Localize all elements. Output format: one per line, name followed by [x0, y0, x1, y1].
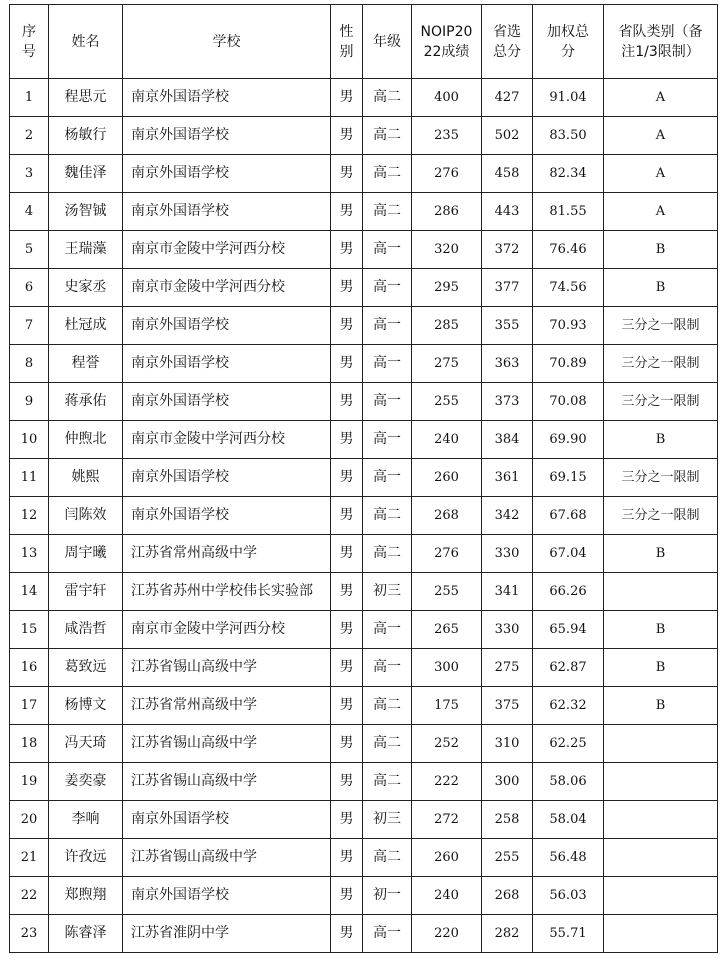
cell-noip-score: 320: [412, 231, 482, 269]
table-row: [10, 801, 718, 839]
cell-weighted-score: 82.34: [533, 155, 604, 193]
cell-name: 程誉: [49, 345, 123, 383]
cell-name: 李响: [49, 801, 123, 839]
cell-name: 蒋承佑: [49, 383, 123, 421]
cell-weighted-score: 58.06: [533, 763, 604, 801]
cell-weighted-score: 58.04: [533, 801, 604, 839]
table-row: [10, 725, 718, 763]
cell-name: 冯天琦: [49, 725, 123, 763]
cell-name: 陈睿泽: [49, 915, 123, 953]
cell-noip-score: 286: [412, 193, 482, 231]
cell-team-category: A: [604, 193, 718, 231]
cell-name: 程思元: [49, 79, 123, 117]
cell-grade: 初三: [363, 801, 412, 839]
cell-team-category: A: [604, 117, 718, 155]
table-row: [10, 915, 718, 953]
cell-school: 南京外国语学校: [123, 79, 331, 117]
cell-gender: 男: [331, 155, 363, 193]
cell-weighted-score: 81.55: [533, 193, 604, 231]
cell-team-category: B: [604, 687, 718, 725]
table-body: [10, 79, 718, 953]
cell-team-category: A: [604, 79, 718, 117]
cell-name: 王瑞藻: [49, 231, 123, 269]
cell-seq: 22: [10, 877, 49, 915]
cell-school: 南京外国语学校: [123, 459, 331, 497]
table-row: [10, 459, 718, 497]
cell-provincial-score: 282: [482, 915, 533, 953]
cell-school: 江苏省锡山高级中学: [123, 725, 331, 763]
cell-noip-score: 268: [412, 497, 482, 535]
cell-grade: 高一: [363, 459, 412, 497]
cell-grade: 高二: [363, 79, 412, 117]
cell-provincial-score: 372: [482, 231, 533, 269]
cell-team-category: B: [604, 535, 718, 573]
cell-name: 史家丞: [49, 269, 123, 307]
table-row: [10, 79, 718, 117]
cell-grade: 初一: [363, 877, 412, 915]
cell-noip-score: 260: [412, 839, 482, 877]
cell-seq: 12: [10, 497, 49, 535]
cell-weighted-score: 62.32: [533, 687, 604, 725]
header-school: 学校: [123, 5, 331, 79]
cell-seq: 15: [10, 611, 49, 649]
cell-grade: 高二: [363, 839, 412, 877]
cell-team-category: A: [604, 155, 718, 193]
cell-team-category: [604, 763, 718, 801]
cell-seq: 6: [10, 269, 49, 307]
table-row: [10, 687, 718, 725]
cell-provincial-score: 373: [482, 383, 533, 421]
cell-weighted-score: 67.68: [533, 497, 604, 535]
cell-gender: 男: [331, 193, 363, 231]
cell-noip-score: 240: [412, 421, 482, 459]
cell-team-category: B: [604, 269, 718, 307]
cell-seq: 23: [10, 915, 49, 953]
cell-noip-score: 285: [412, 307, 482, 345]
cell-school: 江苏省苏州中学校伟长实验部: [123, 573, 331, 611]
cell-seq: 7: [10, 307, 49, 345]
cell-school: 南京外国语学校: [123, 307, 331, 345]
cell-school: 南京市金陵中学河西分校: [123, 231, 331, 269]
cell-team-category: [604, 915, 718, 953]
cell-provincial-score: 330: [482, 535, 533, 573]
cell-grade: 高二: [363, 117, 412, 155]
cell-gender: 男: [331, 611, 363, 649]
cell-team-category: B: [604, 649, 718, 687]
cell-weighted-score: 62.25: [533, 725, 604, 763]
cell-team-category: [604, 725, 718, 763]
cell-noip-score: 260: [412, 459, 482, 497]
cell-seq: 19: [10, 763, 49, 801]
cell-school: 南京市金陵中学河西分校: [123, 611, 331, 649]
cell-weighted-score: 56.03: [533, 877, 604, 915]
cell-gender: 男: [331, 383, 363, 421]
table-row: [10, 117, 718, 155]
cell-gender: 男: [331, 117, 363, 155]
cell-grade: 高一: [363, 421, 412, 459]
cell-noip-score: 255: [412, 573, 482, 611]
cell-gender: 男: [331, 269, 363, 307]
cell-school: 江苏省淮阴中学: [123, 915, 331, 953]
cell-school: 南京外国语学校: [123, 877, 331, 915]
cell-gender: 男: [331, 421, 363, 459]
cell-grade: 高二: [363, 193, 412, 231]
cell-provincial-score: 255: [482, 839, 533, 877]
table-row: [10, 649, 718, 687]
cell-provincial-score: 375: [482, 687, 533, 725]
cell-provincial-score: 300: [482, 763, 533, 801]
cell-provincial-score: 502: [482, 117, 533, 155]
cell-gender: 男: [331, 687, 363, 725]
cell-seq: 2: [10, 117, 49, 155]
cell-school: 江苏省常州高级中学: [123, 687, 331, 725]
header-prov: 省选总分: [482, 5, 533, 79]
cell-noip-score: 272: [412, 801, 482, 839]
header-grade: 年级: [363, 5, 412, 79]
cell-school: 南京外国语学校: [123, 383, 331, 421]
cell-noip-score: 252: [412, 725, 482, 763]
cell-name: 葛致远: [49, 649, 123, 687]
cell-school: 南京外国语学校: [123, 117, 331, 155]
table-row: [10, 421, 718, 459]
cell-seq: 16: [10, 649, 49, 687]
cell-gender: 男: [331, 725, 363, 763]
table-row: [10, 155, 718, 193]
cell-weighted-score: 83.50: [533, 117, 604, 155]
cell-school: 南京外国语学校: [123, 345, 331, 383]
cell-provincial-score: 268: [482, 877, 533, 915]
cell-noip-score: 222: [412, 763, 482, 801]
cell-name: 闫陈效: [49, 497, 123, 535]
cell-provincial-score: 330: [482, 611, 533, 649]
table-row: [10, 231, 718, 269]
cell-team-category: 三分之一限制: [604, 459, 718, 497]
cell-seq: 14: [10, 573, 49, 611]
cell-team-category: 三分之一限制: [604, 497, 718, 535]
cell-team-category: B: [604, 421, 718, 459]
header-noip: NOIP2022成绩: [412, 5, 482, 79]
cell-seq: 21: [10, 839, 49, 877]
cell-provincial-score: 275: [482, 649, 533, 687]
cell-school: 南京外国语学校: [123, 193, 331, 231]
cell-noip-score: 175: [412, 687, 482, 725]
cell-weighted-score: 70.93: [533, 307, 604, 345]
cell-noip-score: 295: [412, 269, 482, 307]
cell-noip-score: 300: [412, 649, 482, 687]
cell-grade: 高二: [363, 763, 412, 801]
cell-name: 许孜远: [49, 839, 123, 877]
cell-gender: 男: [331, 763, 363, 801]
cell-provincial-score: 458: [482, 155, 533, 193]
cell-name: 杜冠成: [49, 307, 123, 345]
cell-team-category: 三分之一限制: [604, 307, 718, 345]
cell-weighted-score: 91.04: [533, 79, 604, 117]
table-row: [10, 877, 718, 915]
cell-name: 仲煦北: [49, 421, 123, 459]
cell-team-category: [604, 839, 718, 877]
cell-seq: 10: [10, 421, 49, 459]
cell-name: 雷宇轩: [49, 573, 123, 611]
cell-grade: 高二: [363, 497, 412, 535]
cell-grade: 高二: [363, 535, 412, 573]
cell-provincial-score: 310: [482, 725, 533, 763]
cell-name: 魏佳泽: [49, 155, 123, 193]
cell-weighted-score: 70.89: [533, 345, 604, 383]
cell-school: 江苏省常州高级中学: [123, 535, 331, 573]
cell-team-category: [604, 877, 718, 915]
cell-name: 姚熙: [49, 459, 123, 497]
cell-noip-score: 276: [412, 155, 482, 193]
cell-provincial-score: 363: [482, 345, 533, 383]
cell-weighted-score: 66.26: [533, 573, 604, 611]
cell-gender: 男: [331, 839, 363, 877]
cell-name: 郑煦翔: [49, 877, 123, 915]
cell-seq: 13: [10, 535, 49, 573]
cell-grade: 高二: [363, 155, 412, 193]
cell-name: 汤智铖: [49, 193, 123, 231]
table-row: [10, 307, 718, 345]
cell-provincial-score: 342: [482, 497, 533, 535]
cell-seq: 1: [10, 79, 49, 117]
table-row: [10, 345, 718, 383]
cell-gender: 男: [331, 345, 363, 383]
cell-gender: 男: [331, 79, 363, 117]
cell-weighted-score: 69.90: [533, 421, 604, 459]
cell-name: 杨敏行: [49, 117, 123, 155]
cell-grade: 高一: [363, 383, 412, 421]
cell-weighted-score: 55.71: [533, 915, 604, 953]
table-row: [10, 269, 718, 307]
table-row: [10, 611, 718, 649]
cell-school: 南京市金陵中学河西分校: [123, 421, 331, 459]
cell-seq: 11: [10, 459, 49, 497]
header-name: 姓名: [49, 5, 123, 79]
header-category: 省队类别（备注1/3限制）: [604, 5, 718, 79]
cell-provincial-score: 361: [482, 459, 533, 497]
table-row: [10, 839, 718, 877]
cell-provincial-score: 443: [482, 193, 533, 231]
cell-seq: 18: [10, 725, 49, 763]
cell-gender: 男: [331, 535, 363, 573]
cell-name: 姜奕豪: [49, 763, 123, 801]
cell-gender: 男: [331, 231, 363, 269]
cell-noip-score: 265: [412, 611, 482, 649]
cell-team-category: [604, 801, 718, 839]
cell-weighted-score: 76.46: [533, 231, 604, 269]
cell-school: 江苏省锡山高级中学: [123, 649, 331, 687]
table-row: [10, 763, 718, 801]
cell-seq: 4: [10, 193, 49, 231]
table-row: [10, 497, 718, 535]
cell-provincial-score: 258: [482, 801, 533, 839]
roster-sheet: [9, 4, 718, 953]
cell-team-category: B: [604, 231, 718, 269]
table-row: [10, 193, 718, 231]
cell-gender: 男: [331, 497, 363, 535]
cell-noip-score: 400: [412, 79, 482, 117]
header-row: [10, 5, 718, 79]
cell-weighted-score: 67.04: [533, 535, 604, 573]
cell-seq: 3: [10, 155, 49, 193]
cell-noip-score: 276: [412, 535, 482, 573]
cell-school: 南京外国语学校: [123, 801, 331, 839]
cell-seq: 17: [10, 687, 49, 725]
cell-school: 南京外国语学校: [123, 155, 331, 193]
cell-gender: 男: [331, 649, 363, 687]
header-seq: 序号: [10, 5, 49, 79]
cell-team-category: 三分之一限制: [604, 383, 718, 421]
cell-weighted-score: 62.87: [533, 649, 604, 687]
cell-name: 杨博文: [49, 687, 123, 725]
cell-team-category: B: [604, 611, 718, 649]
cell-school: 南京市金陵中学河西分校: [123, 269, 331, 307]
cell-grade: 高一: [363, 307, 412, 345]
cell-provincial-score: 341: [482, 573, 533, 611]
cell-noip-score: 255: [412, 383, 482, 421]
cell-provincial-score: 427: [482, 79, 533, 117]
cell-gender: 男: [331, 459, 363, 497]
cell-gender: 男: [331, 915, 363, 953]
cell-provincial-score: 377: [482, 269, 533, 307]
provincial-team-table: [9, 4, 718, 953]
cell-gender: 男: [331, 801, 363, 839]
cell-weighted-score: 70.08: [533, 383, 604, 421]
cell-provincial-score: 384: [482, 421, 533, 459]
cell-grade: 高一: [363, 269, 412, 307]
cell-weighted-score: 74.56: [533, 269, 604, 307]
cell-seq: 20: [10, 801, 49, 839]
table-row: [10, 535, 718, 573]
cell-name: 咸浩哲: [49, 611, 123, 649]
cell-weighted-score: 65.94: [533, 611, 604, 649]
cell-gender: 男: [331, 307, 363, 345]
cell-gender: 男: [331, 573, 363, 611]
cell-grade: 高一: [363, 611, 412, 649]
cell-provincial-score: 355: [482, 307, 533, 345]
header-gender: 性别: [331, 5, 363, 79]
cell-gender: 男: [331, 877, 363, 915]
cell-noip-score: 240: [412, 877, 482, 915]
cell-seq: 5: [10, 231, 49, 269]
cell-school: 江苏省锡山高级中学: [123, 763, 331, 801]
cell-name: 周宇曦: [49, 535, 123, 573]
cell-noip-score: 220: [412, 915, 482, 953]
cell-weighted-score: 56.48: [533, 839, 604, 877]
cell-noip-score: 275: [412, 345, 482, 383]
cell-grade: 初三: [363, 573, 412, 611]
cell-school: 南京外国语学校: [123, 497, 331, 535]
cell-grade: 高一: [363, 649, 412, 687]
header-weighted: 加权总分: [533, 5, 604, 79]
table-row: [10, 573, 718, 611]
cell-school: 江苏省锡山高级中学: [123, 839, 331, 877]
table-row: [10, 383, 718, 421]
cell-weighted-score: 69.15: [533, 459, 604, 497]
cell-grade: 高一: [363, 345, 412, 383]
cell-grade: 高一: [363, 915, 412, 953]
cell-grade: 高二: [363, 687, 412, 725]
cell-team-category: [604, 573, 718, 611]
cell-grade: 高一: [363, 231, 412, 269]
cell-team-category: 三分之一限制: [604, 345, 718, 383]
cell-noip-score: 235: [412, 117, 482, 155]
cell-seq: 9: [10, 383, 49, 421]
cell-grade: 高二: [363, 725, 412, 763]
cell-seq: 8: [10, 345, 49, 383]
